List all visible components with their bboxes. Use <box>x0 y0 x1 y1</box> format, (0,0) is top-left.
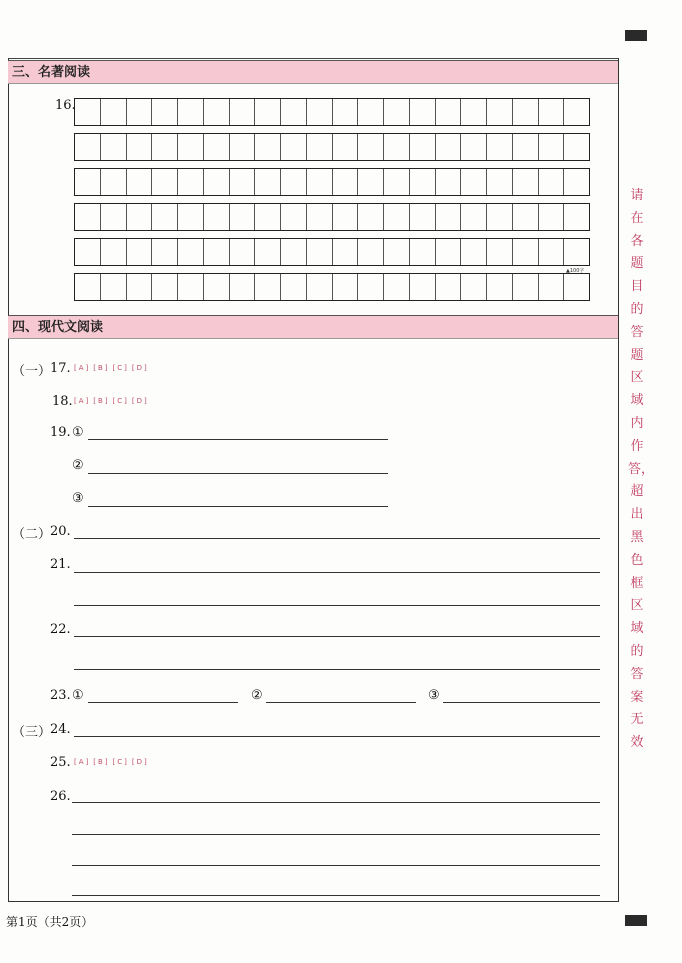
grid-cell[interactable] <box>152 169 178 195</box>
answer-line-26-4[interactable] <box>72 895 600 896</box>
option-a[interactable]: [A] <box>74 758 91 766</box>
question-20-label: 20. <box>50 524 71 539</box>
grid-cell[interactable] <box>358 99 384 125</box>
grid-cell[interactable] <box>513 134 539 160</box>
grid-cell[interactable] <box>358 239 384 265</box>
grid-cell[interactable] <box>281 99 307 125</box>
grid-cell[interactable] <box>564 204 589 230</box>
option-c[interactable]: [C] <box>112 364 129 372</box>
grid-cell[interactable] <box>410 239 436 265</box>
grid-cell[interactable] <box>75 204 101 230</box>
grid-cell[interactable] <box>513 274 539 300</box>
option-b[interactable]: [B] <box>93 364 110 372</box>
grid-cell[interactable] <box>410 204 436 230</box>
circled-3: ③ <box>428 688 440 703</box>
grid-cell[interactable] <box>178 99 204 125</box>
grid-cell[interactable] <box>539 239 565 265</box>
grid-cell[interactable] <box>101 239 127 265</box>
grid-cell[interactable] <box>75 99 101 125</box>
answer-line-19-3[interactable] <box>88 506 388 507</box>
grid-cell[interactable] <box>333 204 359 230</box>
question-16-label: 16. <box>55 98 76 113</box>
grid-cell[interactable] <box>539 99 565 125</box>
question-17-options[interactable] <box>74 364 152 372</box>
grid-cell[interactable] <box>384 99 410 125</box>
grid-cell[interactable] <box>307 99 333 125</box>
option-d[interactable]: [D] <box>131 364 149 372</box>
grid-cell[interactable] <box>461 204 487 230</box>
grid-cell[interactable] <box>487 99 513 125</box>
grid-cell[interactable] <box>539 169 565 195</box>
grid-cell[interactable] <box>75 134 101 160</box>
grid-cell[interactable] <box>178 204 204 230</box>
grid-cell[interactable] <box>461 274 487 300</box>
grid-cell[interactable] <box>152 204 178 230</box>
grid-row <box>74 273 590 301</box>
option-c[interactable]: [C] <box>112 397 129 405</box>
grid-cell[interactable] <box>513 169 539 195</box>
grid-cell[interactable] <box>152 134 178 160</box>
grid-cell[interactable] <box>255 134 281 160</box>
grid-cell[interactable] <box>178 134 204 160</box>
side-notice: 请在各题目的答题区域内作答，超出黑色框区域的答案无效 <box>628 188 655 751</box>
grid-cell[interactable] <box>333 239 359 265</box>
grid-cell[interactable] <box>178 239 204 265</box>
question-22-label: 22. <box>50 622 71 637</box>
answer-line-20[interactable] <box>74 538 600 539</box>
grid-cell[interactable] <box>204 99 230 125</box>
grid-cell[interactable] <box>539 134 565 160</box>
grid-cell[interactable] <box>564 274 589 300</box>
grid-cell[interactable] <box>333 274 359 300</box>
grid-cell[interactable] <box>461 169 487 195</box>
grid-cell[interactable] <box>255 239 281 265</box>
grid-cell[interactable] <box>307 239 333 265</box>
question-23-label: 23. <box>50 688 71 703</box>
grid-cell[interactable] <box>410 169 436 195</box>
grid-cell[interactable] <box>513 99 539 125</box>
grid-cell[interactable] <box>487 134 513 160</box>
grid-cell[interactable] <box>461 99 487 125</box>
grid-cell[interactable] <box>384 204 410 230</box>
grid-cell[interactable] <box>101 204 127 230</box>
grid-cell[interactable] <box>204 169 230 195</box>
grid-cell[interactable] <box>358 169 384 195</box>
grid-cell[interactable] <box>127 169 153 195</box>
grid-cell[interactable] <box>127 274 153 300</box>
grid-cell[interactable] <box>333 134 359 160</box>
answer-line-24[interactable] <box>74 736 600 737</box>
grid-cell[interactable] <box>307 274 333 300</box>
answer-line-26-3[interactable] <box>72 865 600 866</box>
question-25-options[interactable] <box>74 758 152 766</box>
grid-cell[interactable] <box>436 169 462 195</box>
grid-cell[interactable] <box>101 99 127 125</box>
circled-2: ② <box>72 458 84 473</box>
circled-1: ① <box>72 425 84 440</box>
section-header-modern-reading <box>8 315 618 339</box>
grid-cell[interactable] <box>127 99 153 125</box>
grid-cell[interactable] <box>513 239 539 265</box>
grid-cell[interactable] <box>101 169 127 195</box>
grid-cell[interactable] <box>255 274 281 300</box>
grid-cell[interactable] <box>410 134 436 160</box>
grid-cell[interactable] <box>513 204 539 230</box>
grid-cell[interactable] <box>230 204 256 230</box>
part-2-label: （二） <box>12 527 52 542</box>
grid-row <box>74 203 590 231</box>
grid-cell[interactable] <box>410 99 436 125</box>
registration-marker-bottom <box>625 915 647 926</box>
grid-cell[interactable] <box>358 204 384 230</box>
grid-cell[interactable] <box>152 239 178 265</box>
grid-cell[interactable] <box>255 99 281 125</box>
grid-cell[interactable] <box>75 239 101 265</box>
grid-cell[interactable] <box>307 204 333 230</box>
grid-cell[interactable] <box>564 169 589 195</box>
grid-cell[interactable] <box>204 204 230 230</box>
answer-line-23-3[interactable] <box>443 702 600 703</box>
grid-cell[interactable] <box>539 274 565 300</box>
grid-cell[interactable] <box>461 239 487 265</box>
grid-cell[interactable] <box>281 169 307 195</box>
page-footer: 第1页（共2页） <box>6 915 94 929</box>
grid-row <box>74 168 590 196</box>
option-a[interactable]: [A] <box>74 364 91 372</box>
grid-cell[interactable] <box>487 274 513 300</box>
grid-cell[interactable] <box>487 169 513 195</box>
grid-cell[interactable] <box>127 239 153 265</box>
grid-cell[interactable] <box>461 134 487 160</box>
question-18-options[interactable] <box>74 397 152 405</box>
grid-cell[interactable] <box>152 274 178 300</box>
registration-marker-top <box>625 30 647 41</box>
grid-cell[interactable] <box>281 204 307 230</box>
question-18-label: 18. <box>52 394 73 409</box>
section-title: 三、名著阅读 <box>12 65 91 80</box>
grid-cell[interactable] <box>384 169 410 195</box>
question-24-label: 24. <box>50 722 71 737</box>
question-19-label: 19. <box>50 425 71 440</box>
grid-cell[interactable] <box>436 134 462 160</box>
circled-3: ③ <box>72 491 84 506</box>
section-title: 四、现代文阅读 <box>12 320 104 335</box>
grid-cell[interactable] <box>178 169 204 195</box>
grid-cell[interactable] <box>487 239 513 265</box>
grid-row <box>74 98 590 126</box>
grid-cell[interactable] <box>358 274 384 300</box>
option-d[interactable]: [D] <box>131 758 149 766</box>
grid-cell[interactable] <box>410 274 436 300</box>
grid-cell[interactable] <box>539 204 565 230</box>
grid-cell[interactable] <box>384 274 410 300</box>
grid-cell[interactable] <box>152 99 178 125</box>
option-c[interactable]: [C] <box>112 758 129 766</box>
grid-cell[interactable] <box>230 169 256 195</box>
question-17-label: 17. <box>50 361 71 376</box>
grid-cell[interactable] <box>204 274 230 300</box>
grid-cell[interactable] <box>436 274 462 300</box>
option-d[interactable]: [D] <box>131 397 149 405</box>
grid-cell[interactable] <box>127 134 153 160</box>
part-1-label: （一） <box>12 364 52 379</box>
grid-cell[interactable] <box>230 274 256 300</box>
grid-cell[interactable] <box>75 274 101 300</box>
grid-cell[interactable] <box>384 134 410 160</box>
grid-cell[interactable] <box>101 134 127 160</box>
answer-line-19-1[interactable] <box>88 439 388 440</box>
grid-cell[interactable] <box>204 134 230 160</box>
grid-cell[interactable] <box>487 204 513 230</box>
grid-cell[interactable] <box>307 134 333 160</box>
question-21-label: 21. <box>50 557 71 572</box>
grid-cell[interactable] <box>384 239 410 265</box>
answer-line-23-1[interactable] <box>88 702 238 703</box>
grid-cell[interactable] <box>333 169 359 195</box>
grid-cell[interactable] <box>127 204 153 230</box>
grid-cell[interactable] <box>436 99 462 125</box>
answer-line-22-2[interactable] <box>74 669 600 670</box>
option-b[interactable]: [B] <box>93 758 110 766</box>
grid-cell[interactable] <box>230 134 256 160</box>
grid-cell[interactable] <box>101 274 127 300</box>
question-26-label: 26. <box>50 789 71 804</box>
grid-cell[interactable] <box>564 239 589 265</box>
answer-line-21-1[interactable] <box>74 572 600 573</box>
grid-row <box>74 133 590 161</box>
option-a[interactable]: [A] <box>74 397 91 405</box>
answer-line-26-1[interactable] <box>72 802 600 803</box>
grid-cell[interactable] <box>178 274 204 300</box>
grid-cell[interactable] <box>564 99 589 125</box>
grid-cell[interactable] <box>230 239 256 265</box>
grid-cell[interactable] <box>255 169 281 195</box>
circled-1: ① <box>72 688 84 703</box>
grid-cell[interactable] <box>436 204 462 230</box>
answer-line-21-2[interactable] <box>74 605 600 606</box>
grid-cell[interactable] <box>75 169 101 195</box>
grid-cell[interactable] <box>436 239 462 265</box>
grid-cell[interactable] <box>307 169 333 195</box>
circled-2: ② <box>251 688 263 703</box>
word-count-marker: ▲100字 <box>566 268 585 274</box>
part-3-label: （三） <box>12 725 52 740</box>
grid-row <box>74 238 590 266</box>
answer-line-19-2[interactable] <box>88 473 388 474</box>
option-b[interactable]: [B] <box>93 397 110 405</box>
question-25-label: 25. <box>50 755 71 770</box>
grid-cell[interactable] <box>333 99 359 125</box>
grid-cell[interactable] <box>358 134 384 160</box>
grid-cell[interactable] <box>281 134 307 160</box>
answer-line-23-2[interactable] <box>266 702 416 703</box>
section-header-classics <box>8 60 618 84</box>
grid-cell[interactable] <box>281 274 307 300</box>
answer-line-22-1[interactable] <box>74 636 600 637</box>
grid-cell[interactable] <box>255 204 281 230</box>
grid-cell[interactable] <box>281 239 307 265</box>
answer-line-26-2[interactable] <box>72 834 600 835</box>
grid-cell[interactable] <box>564 134 589 160</box>
grid-cell[interactable] <box>230 99 256 125</box>
grid-cell[interactable] <box>204 239 230 265</box>
